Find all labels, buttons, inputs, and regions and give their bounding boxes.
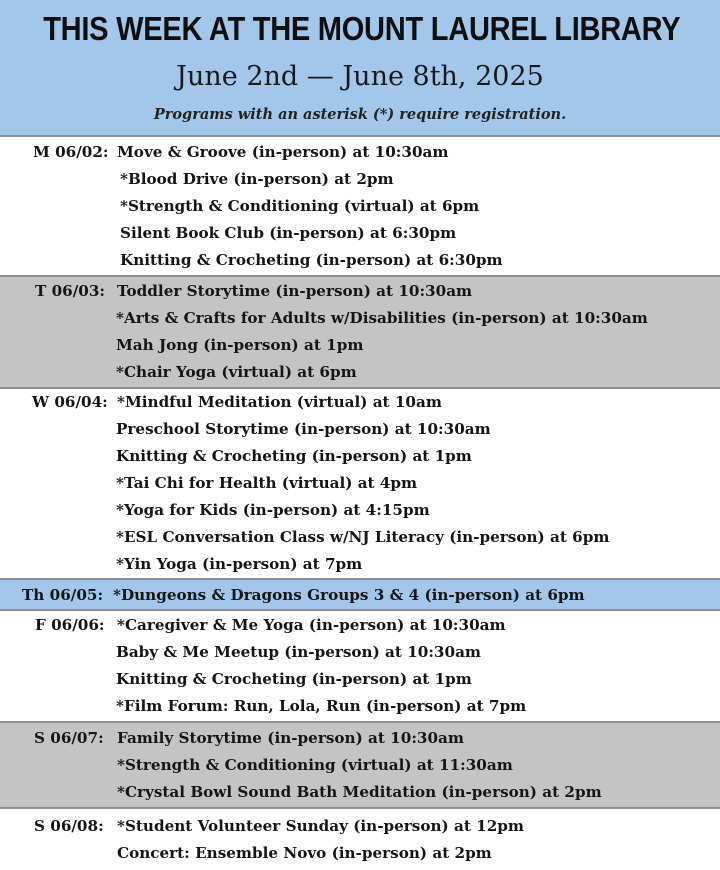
event-item: *Arts & Crafts for Adults w/Disabilities (in-person) at 10:30am <box>116 309 648 327</box>
day-label: S 06/07: <box>34 728 104 747</box>
event-item: Knitting & Crocheting (in-person) at 6:30pm <box>120 250 503 269</box>
header-banner <box>0 0 720 135</box>
day-label: F 06/06: <box>35 616 105 634</box>
event-item: *Blood Drive (in-person) at 2pm <box>120 169 394 188</box>
event-item: Toddler Storytime (in-person) at 10:30am <box>117 282 473 300</box>
event-item: *ESL Conversation Class w/NJ Literacy (in-person) at 6pm <box>116 528 610 546</box>
event-item: Family Storytime (in-person) at 10:30am <box>117 728 464 747</box>
page-title: THIS WEEK AT THE MOUNT LAUREL LIBRARY <box>43 10 681 47</box>
event-item: *Strength & Conditioning (virtual) at 6pm <box>120 196 480 215</box>
event-item: Move & Groove (in-person) at 10:30am <box>117 142 449 161</box>
event-item: Mah Jong (in-person) at 1pm <box>116 336 364 354</box>
day-label: Th 06/05: <box>22 586 104 604</box>
event-item: Silent Book Club (in-person) at 6:30pm <box>120 223 457 242</box>
event-item: *Crystal Bowl Sound Bath Meditation (in-person) at 2pm <box>117 782 602 801</box>
day-label: T 06/03: <box>35 282 106 300</box>
registration-note: Programs with an asterisk (*) require registration. <box>153 106 567 123</box>
date-range: June 2nd — June 8th, 2025 <box>176 61 544 92</box>
event-item: *Strength & Conditioning (virtual) at 11:30am <box>117 755 513 774</box>
event-item: Concert: Ensemble Novo (in-person) at 2pm <box>117 843 492 862</box>
event-item: *Tai Chi for Health (virtual) at 4pm <box>116 474 418 492</box>
event-item: Baby & Me Meetup (in-person) at 10:30am <box>116 643 481 661</box>
day-label: S 06/08: <box>34 816 104 835</box>
event-item: *Mindful Meditation (virtual) at 10am <box>117 393 442 411</box>
day-label: M 06/02: <box>33 142 109 161</box>
event-item: *Yin Yoga (in-person) at 7pm <box>116 555 363 573</box>
day-block <box>0 580 720 609</box>
event-item: *Dungeons & Dragons Groups 3 & 4 (in-person) at 6pm <box>113 586 585 604</box>
event-item: *Caregiver & Me Yoga (in-person) at 10:30am <box>117 616 506 634</box>
day-block <box>0 389 720 578</box>
event-item: *Student Volunteer Sunday (in-person) at 12pm <box>117 816 524 835</box>
day-label: W 06/04: <box>32 393 108 411</box>
day-block <box>0 137 720 275</box>
day-block <box>0 277 720 387</box>
day-block <box>0 611 720 721</box>
event-item: *Chair Yoga (virtual) at 6pm <box>116 363 357 381</box>
day-block <box>0 723 720 807</box>
event-item: *Yoga for Kids (in-person) at 4:15pm <box>116 501 430 519</box>
event-item: *Film Forum: Run, Lola, Run (in-person) at 7pm <box>116 697 527 715</box>
event-item: Knitting & Crocheting (in-person) at 1pm <box>116 447 472 465</box>
event-item: Preschool Storytime (in-person) at 10:30am <box>116 420 491 438</box>
day-block <box>0 809 720 870</box>
event-item: Knitting & Crocheting (in-person) at 1pm <box>116 670 472 688</box>
